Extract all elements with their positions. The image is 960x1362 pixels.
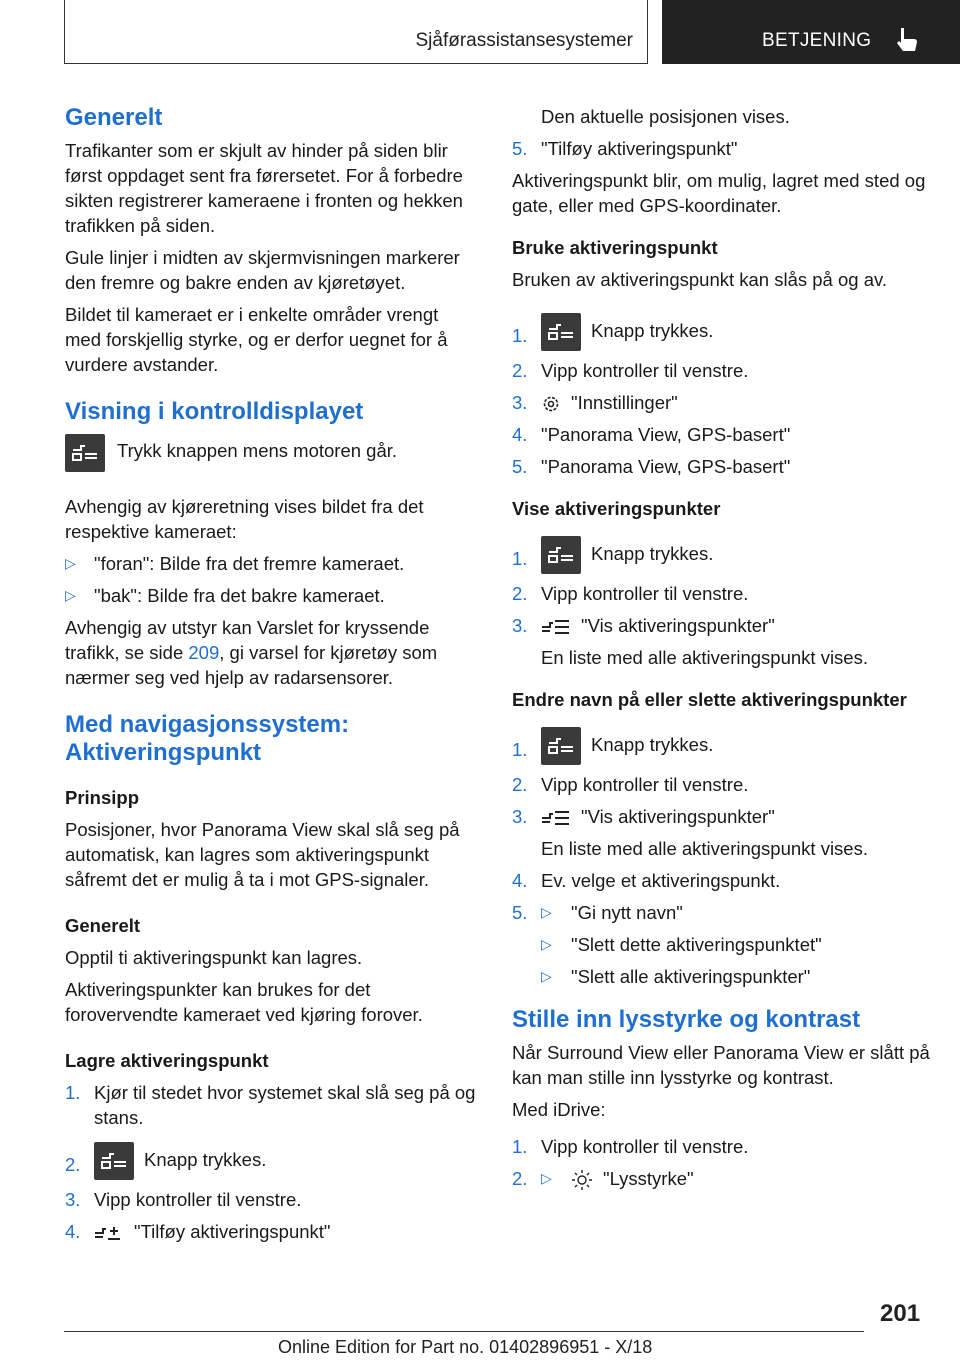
list-item: 1. Vipp kontroller til venstre. [512,1136,749,1157]
heading-endre: Endre navn på eller slette aktiveringspunkter [512,689,907,710]
paragraph: Aktiveringspunkter kan brukes for det forovervendte kameraet ved kjøring forover. [65,979,423,1025]
triangle-bullet-icon: ▷ [541,1170,552,1186]
sub-item: ▷ "Gi nytt navn" [541,902,683,923]
list-item: 2. Vipp kontroller til venstre. [512,583,749,604]
step-note: En liste med alle aktiveringspunkt vises. [541,647,868,668]
list-item: 1. Knapp trykkes. [512,727,932,765]
heading-stille: Stille inn lysstyrke og kontrast [512,1006,861,1033]
list-item: 4. Ev. velge et aktiveringspunkt. [512,870,781,891]
list-item: 3. "Vis aktiveringspunkter" En liste med alle aktiveringspunkt vises. [512,804,932,861]
step-continuation: Den aktuelle posisjonen vises. [541,106,790,127]
triangle-bullet-icon: ▷ [541,968,552,984]
heading-bruke: Bruke aktiveringspunkt [512,237,718,258]
list-points-icon [541,617,571,637]
step-note: En liste med alle aktiveringspunkt vises. [541,838,868,859]
heading-nav: Med navigasjonssystem: Aktiveringspunkt [65,711,350,766]
paragraph: Gule linjer i midten av skjermvisningen markerer den fremre og bakre enden av kjøretøyet. [65,247,460,293]
list-item: 4. "Panorama View, GPS-basert" [512,424,791,445]
add-point-icon [94,1223,124,1243]
footer-divider [64,1331,864,1332]
heading-generelt: Generelt [65,104,163,131]
header-section: Sjåførassistansesystemer [415,30,633,51]
paragraph: Med iDrive: [512,1099,606,1120]
paragraph: Trafikanter som er skjult av hinder på siden blir først oppdaget sent fra førersetet. For å forbedre sikten registrerer kameraene i fronten og hekken trafikken på siden. [65,140,463,236]
heading-vise: Vise aktiveringspunkter [512,498,721,519]
list-item: 3. Vipp kontroller til venstre. [65,1189,302,1210]
sub-item: ▷ "Slett dette aktiveringspunktet" [541,934,822,955]
triangle-bullet-icon: ▷ [541,904,552,920]
camera-button-icon [541,727,581,765]
paragraph: Avhengig av utstyr kan Varslet for kryssende trafikk, se side 209, gi varsel for kjøretøy som nærmer seg ved hjelp av radarsensorer. [65,617,438,688]
paragraph: Bruken av aktiveringspunkt kan slås på og av. [512,269,888,290]
triangle-bullet-icon: ▷ [65,587,76,603]
camera-button-icon [94,1142,134,1180]
header-section-box [64,0,648,64]
left-column [65,104,477,1251]
list-item: 5. ▷ "Gi nytt navn" ▷ "Slett dette aktiveringspunktet" ▷ "Slett alle aktiveringspunkter" [512,900,932,989]
sub-item: ▷ "Slett alle aktiveringspunkter" [541,966,811,987]
list-item: 4. "Tilføy aktiveringspunkt" [65,1221,331,1242]
paragraph: Avhengig av kjøreretning vises bildet fra det respektive kameraet: [65,496,424,542]
list-item: 2. ▷ "Lysstyrke" [512,1166,932,1191]
list-item: 1. Knapp trykkes. [512,313,932,351]
paragraph: Posisjoner, hvor Panorama View skal slå seg på automatisk, kan lagres som aktiveringspunkt såfremt det er mulig å ta i mot GPS-signaler. [65,819,460,890]
page-number: 201 [880,1300,921,1327]
heading-visning: Visning i kontrolldisplayet [65,398,364,425]
triangle-bullet-icon: ▷ [65,555,76,571]
page-link[interactable]: 209 [188,642,220,663]
camera-button-icon [65,434,105,472]
heading-lagre: Lagre aktiveringspunkt [65,1050,269,1071]
list-item: 2. Vipp kontroller til venstre. [512,360,749,381]
list-item: 5. "Tilføy aktiveringspunkt" [512,138,738,159]
paragraph: Bildet til kameraet er i enkelte områder vrengt med forskjellig styrke, og er derfor uegnet for å vurdere avstander. [65,304,448,375]
paragraph: Aktiveringspunkt blir, om mulig, lagret med sted og gate, eller med GPS-koordinater. [512,170,926,216]
header-chapter: BETJENING [762,30,872,51]
camera-button-icon [541,536,581,574]
list-item: 1. Knapp trykkes. [512,536,932,574]
list-item: 2. Knapp trykkes. [65,1142,477,1180]
triangle-bullet-icon: ▷ [541,936,552,952]
list-item: 1. Kjør til stedet hvor systemet skal slå seg på og stans. [65,1082,476,1128]
camera-button-icon [541,313,581,351]
list-item: 3. "Vis aktiveringspunkter" En liste med alle aktiveringspunkt vises. [512,613,932,670]
press-button-text: Trykk knappen mens motoren går. [117,440,398,461]
list-item: 3. "Innstillinger" [512,392,678,413]
heading-generelt2: Generelt [65,915,141,936]
list-item: ▷ "foran": Bilde fra det fremre kameraet. [65,553,405,574]
list-item: ▷ "bak": Bilde fra det bakre kameraet. [65,585,385,606]
brightness-icon [571,1169,593,1191]
list-points-icon [541,808,571,828]
heading-prinsipp: Prinsipp [65,787,140,808]
list-item: 2. Vipp kontroller til venstre. [512,774,749,795]
paragraph: Når Surround View eller Panorama View er slått på kan man stille inn lysstyrke og kontrast. [512,1042,930,1088]
right-column [512,104,932,1198]
footer-edition: Online Edition for Part no. 01402896951 - X/18 [278,1337,653,1357]
list-item: 5. "Panorama View, GPS-basert" [512,456,791,477]
hand-pointer-icon [894,26,920,54]
paragraph: Opptil ti aktiveringspunkt kan lagres. [65,947,363,968]
gear-icon [541,394,561,414]
